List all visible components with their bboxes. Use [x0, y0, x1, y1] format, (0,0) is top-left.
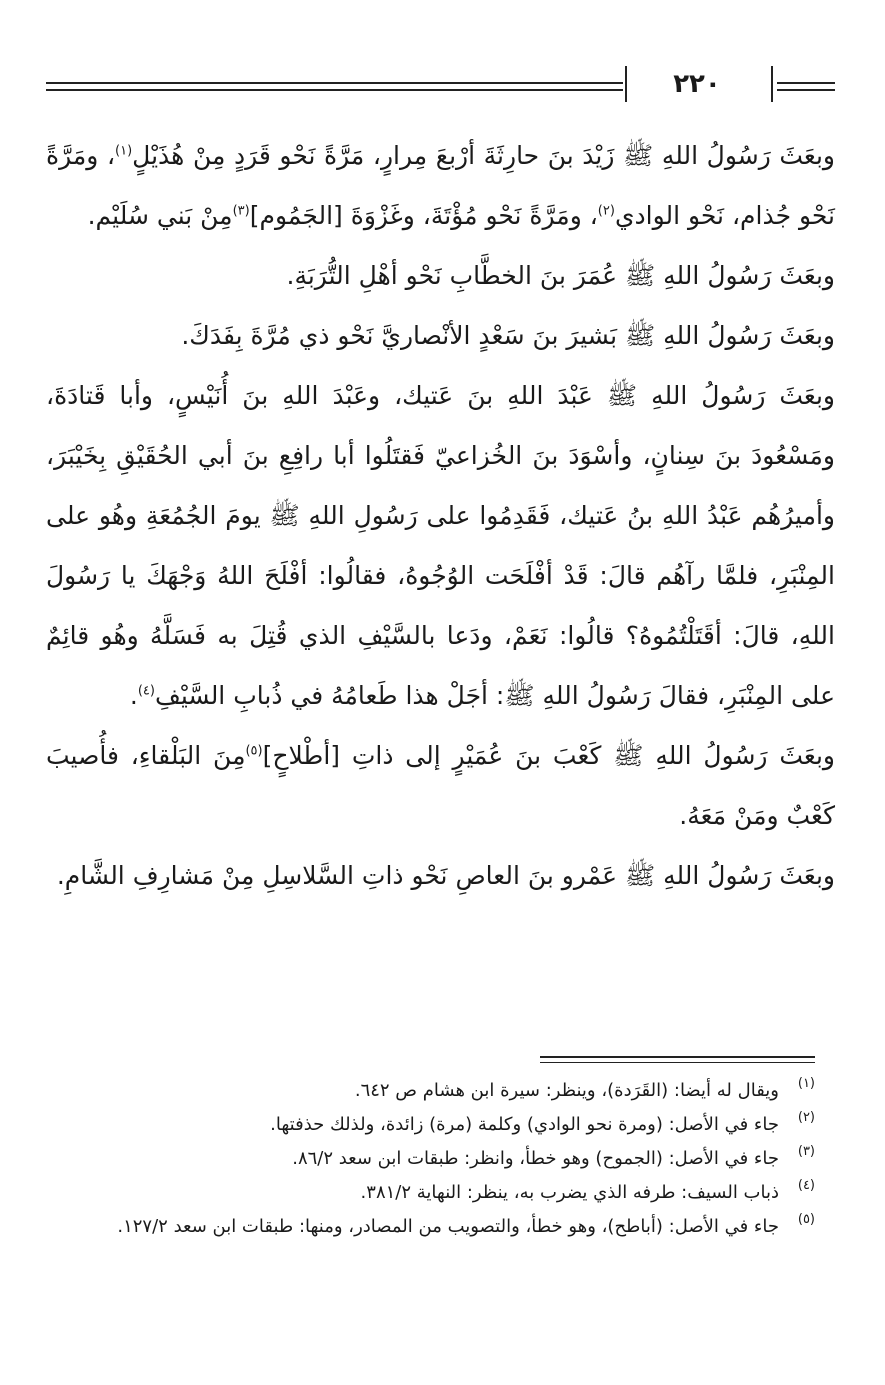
paragraph-text: وبعَثَ رَسُولُ اللهِ ﷺ عَمْرو بنَ العاصِ نَحْو ذاتِ السَّلاسِلِ مِنْ مَشارِفِ الشَّامِ.: [56, 861, 835, 890]
header-rule-right: [777, 82, 835, 91]
footnote-number: (٢): [797, 1110, 815, 1125]
header-rule-left: [46, 82, 623, 91]
header-separator-right: [771, 66, 773, 102]
footnote-number: (٥): [797, 1212, 815, 1227]
paragraph-text: وبعَثَ رَسُولُ اللهِ ﷺ بَشيرَ بنَ سَعْدٍ الأنْصاريَّ نَحْو ذي مُرَّةَ بِفَدَكَ.: [181, 321, 835, 350]
footnote-text: جاء في الأصل: (ومرة نحو الوادي) وكلمة (مرة) زائدة، ولذلك حذفتها.: [270, 1114, 779, 1135]
footnote-ref-1: (١): [115, 143, 133, 159]
paragraph-text: ، ومَرَّةً نَحْو جُذام، نَحْو الوادي: [46, 141, 835, 230]
paragraph-text: .: [129, 681, 138, 710]
paragraph-abdullah: [46, 366, 835, 726]
footnote-item: [40, 1176, 815, 1210]
footnote-number: (٣): [797, 1144, 815, 1159]
footnotes: [40, 1074, 815, 1244]
paragraph-kab: [46, 726, 835, 846]
paragraph-text: ، ومَرَّةً نَحْو مُؤْتَةَ، وغَزْوَةَ [الجَمُوم]: [249, 201, 598, 230]
paragraph-bashir: [46, 306, 835, 366]
header-separator-left: [625, 66, 627, 102]
main-text: [46, 126, 835, 906]
footnote-item: [40, 1108, 815, 1142]
footnote-text: ذباب السيف: طرفه الذي يضرب به، ينظر: النهاية ٣٨١/٢.: [360, 1182, 779, 1203]
paragraph-text: مِنَ البَلْقاءِ، فأُصيبَ كَعْبٌ ومَنْ مَعَهُ.: [46, 741, 835, 830]
footnote-ref-3: (٣): [232, 203, 250, 219]
footnote-item: [40, 1142, 815, 1176]
footnote-item: [40, 1074, 815, 1108]
footnote-text: جاء في الأصل: (أباطح)، وهو خطأ، والتصويب من المصادر، ومنها: طبقات ابن سعد ١٢٧/٢.: [117, 1216, 779, 1237]
footnote-text: ويقال له أيضا: (القَرَدة)، وينظر: سيرة ابن هشام ص ٦٤٢.: [354, 1080, 779, 1101]
footnote-number: (٤): [797, 1178, 815, 1193]
paragraph-text: وبعَثَ رَسُولُ اللهِ ﷺ كَعْبَ بنَ عُمَيْرٍ إلى ذاتِ [أطْلاحٍ]: [262, 741, 835, 770]
paragraph-zayd: [46, 126, 835, 246]
footnote-item: [40, 1210, 815, 1244]
paragraph-text: وبعَثَ رَسُولُ اللهِ ﷺ عَبْدَ اللهِ بنَ عَتيك، وعَبْدَ اللهِ بنَ أُنَيْسٍ، وأبا قَتادَةَ، ومَسْعُودَ بنَ سِنانٍ، وأسْوَدَ بنَ الخُزاعيّ فَقتَلُوا أبا رافِعِ بنَ أبي الحُقَيْقِ بِخَيْبَرَ، وأميرُهُم عَبْدُ اللهِ بنُ عَتيك، فَقَدِمُوا على رَسُولِ اللهِ ﷺ يومَ الجُمُعَةِ وهُو على المِنْبَرِ، فلمَّا رآهُم قالَ: قَدْ أفْلَحَت الوُجُوهُ، فقالُوا: أفْلَحَ اللهُ وَجْهَكَ يا رَسُولَ اللهِ، قالَ: أقَتَلْتُمُوهُ؟ قالُوا: نَعَمْ، ودَعا بالسَّيْفِ الذي قُتِلَ به فَسَلَّهُ وهُو قائِمٌ على المِنْبَرِ، فقالَ رَسُولُ اللهِ ﷺ: أجَلْ هذا طَعامُهُ في ذُبابِ السَّيْفِ: [46, 381, 835, 710]
page-number: ٢٢٠: [673, 69, 721, 99]
footnote-separator: [540, 1056, 815, 1063]
paragraph-text: مِنْ بَني سُلَيْم.: [87, 201, 233, 230]
footnote-number: (١): [797, 1076, 815, 1091]
paragraph-text: وبعَثَ رَسُولُ اللهِ ﷺ عُمَرَ بنَ الخطَّابِ نَحْو أهْلِ التُّرَبَةِ.: [286, 261, 835, 290]
page-header: [46, 66, 835, 106]
footnote-ref-5: (٥): [245, 743, 263, 759]
footnote-ref-4: (٤): [137, 683, 155, 699]
paragraph-amr: [46, 846, 835, 906]
paragraph-umar: [46, 246, 835, 306]
footnote-ref-2: (٢): [597, 203, 615, 219]
paragraph-text: وبعَثَ رَسُولُ اللهِ ﷺ زَيْدَ بنَ حارِثَةَ أرْبعَ مِرارٍ، مَرَّةً نَحْو قَرَدٍ مِنْ هُذَيْلٍ: [132, 141, 835, 170]
footnote-text: جاء في الأصل: (الجموح) وهو خطأ، وانظر: طبقات ابن سعد ٨٦/٢.: [292, 1148, 779, 1169]
